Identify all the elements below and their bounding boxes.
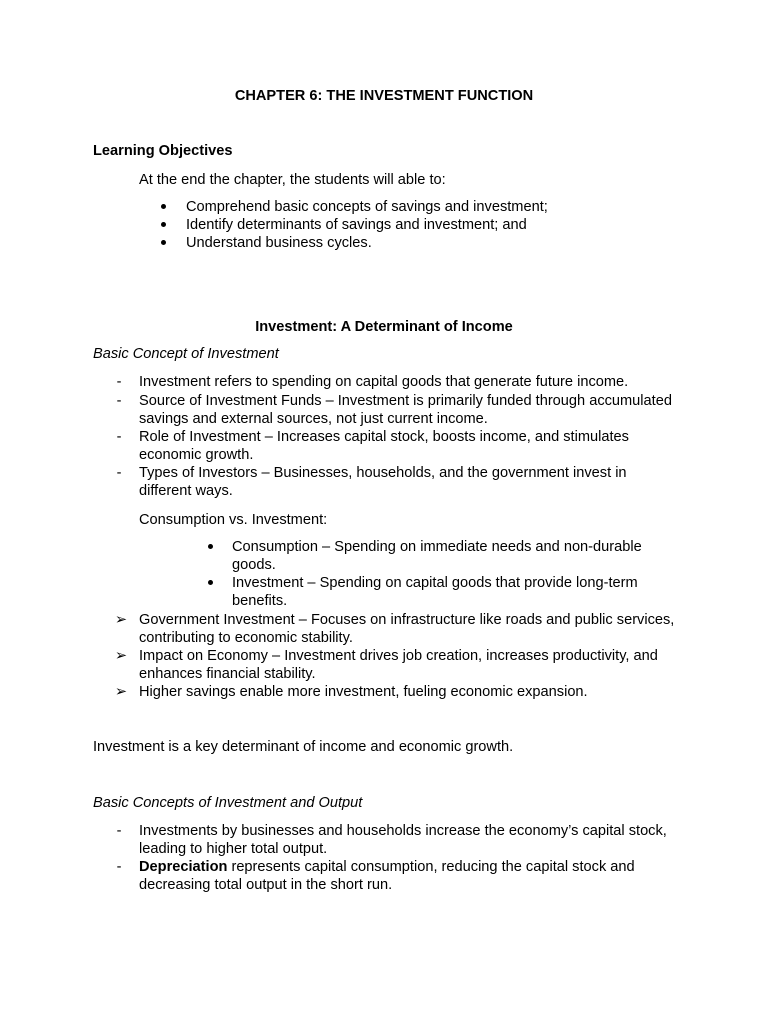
chapter-title: CHAPTER 6: THE INVESTMENT FUNCTION: [234, 88, 534, 104]
list-item-text: Investment – Spending on capital goods that provide long-term benefits.: [232, 575, 638, 609]
list-item-text: Comprehend basic concepts of savings and investment;: [186, 199, 548, 215]
comparison-label: Consumption vs. Investment:: [139, 512, 328, 528]
bullet-icon: [208, 544, 213, 549]
depreciation-term: Depreciation: [139, 859, 228, 875]
depreciation-definition: represents capital consumption, reducing the capital stock and decreasing total output in the short run.: [139, 859, 635, 893]
arrow-bullet-icon: ➢: [114, 612, 128, 628]
dash-marker: -: [116, 465, 122, 481]
dash-marker: -: [116, 859, 122, 875]
section-subheading: Basic Concepts of Investment and Output: [93, 795, 363, 811]
list-item-text: Investments by businesses and households increase the economy’s capital stock, leading to higher total output.: [139, 823, 667, 857]
learning-objectives-intro: At the end the chapter, the students will able to:: [139, 172, 446, 188]
bullet-icon: [208, 580, 213, 585]
dash-marker: -: [116, 374, 122, 390]
list-item-text: Consumption – Spending on immediate needs and non-durable goods.: [232, 539, 642, 573]
list-item-text: Source of Investment Funds – Investment is primarily funded through accumulated savings and external sources, not just current income.: [139, 393, 672, 427]
bullet-icon: [161, 204, 166, 209]
bullet-icon: [161, 240, 166, 245]
list-item-text: Government Investment – Focuses on infrastructure like roads and public services, contributing to economic stability.: [139, 612, 675, 646]
section-subheading: Basic Concept of Investment: [93, 346, 279, 362]
list-item-text: Understand business cycles.: [186, 235, 372, 251]
learning-objectives-heading: Learning Objectives: [93, 143, 233, 159]
list-item-text: Identify determinants of savings and investment; and: [186, 217, 527, 233]
list-item-text: Investment refers to spending on capital goods that generate future income.: [139, 374, 629, 390]
dash-marker: -: [116, 393, 122, 409]
bullet-icon: [161, 222, 166, 227]
arrow-bullet-icon: ➢: [114, 648, 128, 664]
dash-marker: -: [116, 823, 122, 839]
list-item-text: Role of Investment – Increases capital stock, boosts income, and stimulates economic growth.: [139, 429, 629, 463]
list-item-text: Types of Investors – Businesses, households, and the government invest in different ways.: [139, 465, 627, 499]
list-item-text: Higher savings enable more investment, fueling economic expansion.: [139, 684, 588, 700]
dash-marker: -: [116, 429, 122, 445]
section-heading: Investment: A Determinant of Income: [255, 319, 513, 335]
list-item-text: Impact on Economy – Investment drives job creation, increases productivity, and enhances financial stability.: [139, 648, 658, 682]
list-item-text: [139, 858, 679, 894]
summary-paragraph: Investment is a key determinant of income and economic growth.: [93, 739, 514, 755]
arrow-bullet-icon: ➢: [114, 684, 128, 700]
